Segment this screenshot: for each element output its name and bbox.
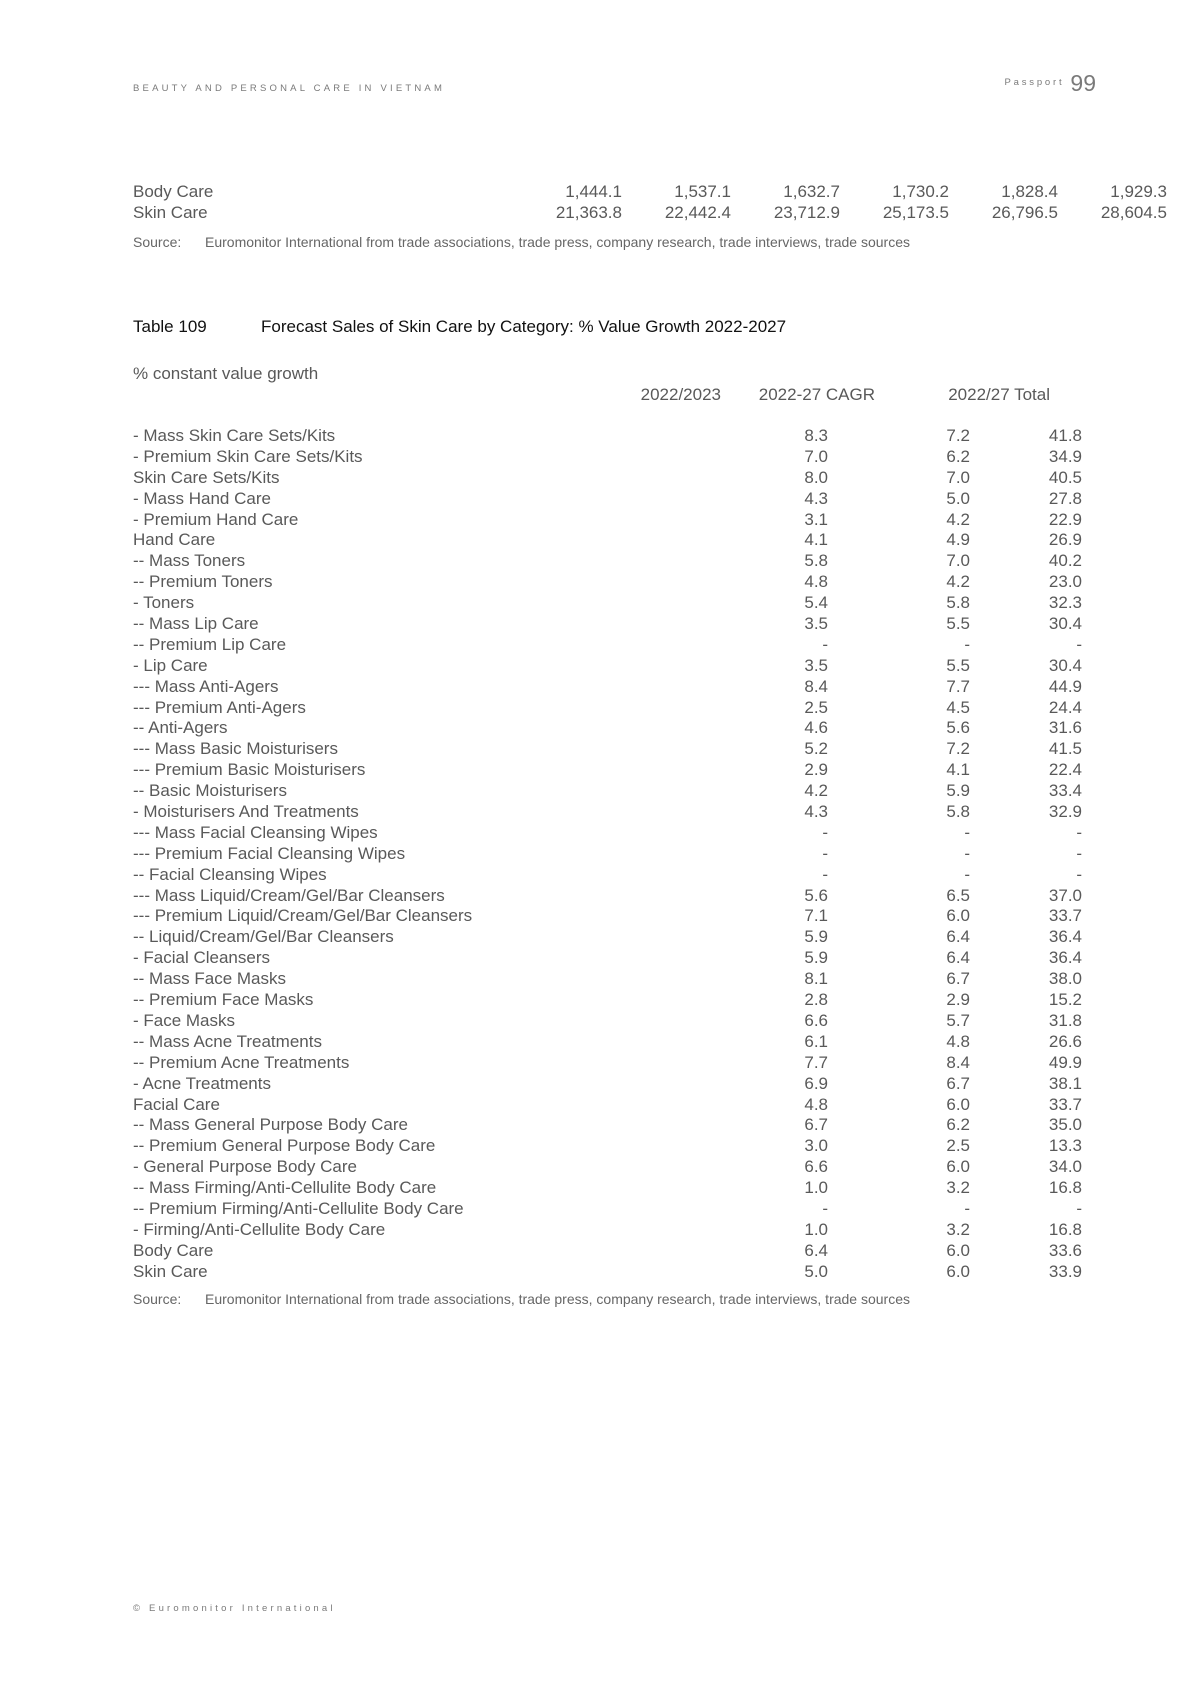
row-value: 1,929.3: [1110, 182, 1167, 201]
table-row: [133, 739, 1082, 760]
row-value: -: [964, 843, 970, 863]
row-value: 1.0: [804, 1219, 828, 1239]
row-value: 32.3: [1048, 593, 1082, 613]
row-value: 23.0: [1048, 572, 1082, 592]
row-value: -: [822, 864, 828, 884]
growth-table: [133, 426, 1082, 1283]
row-value: 3.2: [946, 1219, 970, 1239]
row-value: -: [964, 634, 970, 654]
table-row: [133, 969, 1082, 990]
row-value: 6.6: [804, 1010, 828, 1030]
row-value: 22,442.4: [664, 203, 731, 222]
row-value: 4.6: [804, 718, 828, 738]
row-value: 33.6: [1048, 1240, 1082, 1260]
row-value: -: [1076, 634, 1082, 654]
row-label: -- Premium Toners: [133, 572, 273, 592]
row-value: 23,712.9: [773, 203, 840, 222]
row-label: -- Basic Moisturisers: [133, 781, 287, 801]
row-value: 3.0: [804, 1136, 828, 1156]
table-row: [133, 593, 1082, 614]
footer-copyright: © Euromonitor International: [133, 1603, 336, 1614]
row-value: 6.1: [804, 1031, 828, 1051]
row-value: 6.0: [946, 1157, 970, 1177]
row-value: 8.3: [804, 426, 828, 445]
row-value: -: [822, 1198, 828, 1218]
row-value: 5.6: [804, 885, 828, 905]
row-value: 4.1: [946, 760, 970, 780]
running-header: BEAUTY AND PERSONAL CARE IN VIETNAM: [133, 83, 446, 94]
row-value: 4.2: [804, 781, 828, 801]
table-row: [133, 1052, 1082, 1074]
row-value: 2.9: [804, 760, 828, 780]
row-value: 6.0: [946, 906, 970, 926]
row-value: 8.1: [804, 969, 828, 989]
row-value: 5.8: [804, 551, 828, 571]
row-value: 28,604.5: [1100, 203, 1167, 222]
row-value: 8.0: [804, 467, 828, 487]
row-label: -- Liquid/Cream/Gel/Bar Cleansers: [133, 927, 394, 947]
table-row: [133, 572, 1082, 593]
source-label: Source:: [133, 1291, 182, 1307]
row-value: -: [1076, 864, 1082, 884]
table-row: [133, 927, 1082, 948]
table-row: [133, 1094, 1082, 1116]
row-value: 6.5: [946, 885, 970, 905]
row-value: 36.4: [1048, 948, 1082, 968]
row-value: 5.5: [946, 655, 970, 675]
table-row: [133, 467, 1082, 489]
row-label: -- Mass Face Masks: [133, 969, 287, 989]
row-value: 6.7: [946, 969, 970, 989]
row-value: 36.4: [1048, 927, 1082, 947]
row-value: 2.5: [946, 1136, 970, 1156]
row-value: 32.9: [1048, 802, 1082, 822]
row-label: -- Mass Toners: [133, 551, 246, 571]
row-value: 5.0: [946, 488, 970, 508]
table-row: [133, 1157, 1082, 1178]
row-value: 4.8: [946, 1031, 970, 1051]
table-row: [133, 202, 1167, 223]
row-value: 3.2: [946, 1178, 970, 1198]
row-value: 8.4: [946, 1052, 970, 1072]
table-row: [133, 1136, 1082, 1157]
row-value: 7.0: [946, 467, 970, 487]
row-value: -: [964, 1198, 970, 1218]
table-row: [133, 634, 1082, 656]
row-value: 5.9: [804, 927, 828, 947]
row-label: -- Premium Face Masks: [133, 990, 314, 1010]
table-row: [133, 1031, 1082, 1053]
row-value: -: [822, 843, 828, 863]
row-value: 4.8: [804, 572, 828, 592]
row-value: 16.8: [1048, 1178, 1082, 1198]
row-value: 4.2: [946, 572, 970, 592]
row-label: -- Premium Acne Treatments: [133, 1052, 350, 1072]
table-row: [133, 614, 1082, 635]
row-value: 41.5: [1048, 739, 1082, 759]
page-marker: [1005, 70, 1096, 97]
row-value: 4.8: [804, 1094, 828, 1114]
row-label: - Facial Cleansers: [133, 948, 270, 968]
row-label: - General Purpose Body Care: [133, 1157, 357, 1177]
row-value: 4.3: [804, 488, 828, 508]
row-value: 26.6: [1048, 1031, 1082, 1051]
row-value: 1,444.1: [565, 182, 622, 201]
row-value: -: [964, 864, 970, 884]
row-value: 16.8: [1048, 1219, 1082, 1239]
row-value: -: [1076, 843, 1082, 863]
table-row: [133, 655, 1082, 677]
row-value: 49.9: [1048, 1052, 1082, 1072]
table-row: [133, 1261, 1082, 1283]
passport-label: Passport: [1004, 77, 1065, 88]
table-row: [133, 488, 1082, 510]
table-row: [133, 760, 1082, 781]
row-value: -: [1076, 1198, 1082, 1218]
row-value: 31.8: [1048, 1010, 1082, 1030]
row-label: - Lip Care: [133, 655, 208, 675]
row-label: --- Premium Liquid/Cream/Gel/Bar Cleansers: [133, 906, 473, 926]
page-number: 99: [1070, 70, 1096, 96]
row-value: 3.5: [804, 655, 828, 675]
source-text: Euromonitor International from trade associations, trade press, company research, trade interviews, trade sources: [205, 1291, 910, 1307]
row-value: 1.0: [804, 1178, 828, 1198]
row-value: 7.0: [804, 446, 828, 466]
row-label: - Mass Hand Care: [133, 488, 271, 508]
table-row: [133, 697, 1082, 719]
row-value: 33.4: [1048, 781, 1082, 801]
row-value: 31.6: [1048, 718, 1082, 738]
row-value: 3.1: [804, 509, 828, 529]
row-label: --- Mass Basic Moisturisers: [133, 739, 338, 759]
row-value: 24.4: [1048, 697, 1082, 717]
unit-label: % constant value growth: [133, 364, 319, 383]
table-row: [133, 802, 1082, 823]
table-row: [133, 1178, 1082, 1199]
row-value: 13.3: [1048, 1136, 1082, 1156]
table-row: [133, 843, 1082, 865]
row-value: 1,730.2: [892, 182, 949, 201]
row-value: 22.4: [1048, 760, 1082, 780]
table-title: [133, 317, 786, 337]
row-value: 22.9: [1048, 509, 1082, 529]
row-value: 2.8: [804, 990, 828, 1010]
row-label: Body Care: [133, 1240, 214, 1260]
row-value: -: [822, 634, 828, 654]
row-value: 6.4: [804, 1240, 828, 1260]
source-label: Source:: [133, 234, 182, 250]
row-value: 1,828.4: [1001, 182, 1058, 201]
row-value: 5.0: [804, 1261, 828, 1281]
row-value: 5.8: [946, 802, 970, 822]
row-label: -- Mass Firming/Anti-Cellulite Body Care: [133, 1178, 437, 1198]
row-value: 6.9: [804, 1073, 828, 1093]
row-value: 26,796.5: [991, 203, 1058, 222]
row-value: 2.5: [804, 697, 828, 717]
row-label: -- Premium Firming/Anti-Cellulite Body Care: [133, 1198, 464, 1218]
row-value: 6.4: [946, 927, 970, 947]
row-label: -- Facial Cleansing Wipes: [133, 864, 327, 884]
table-row: [133, 864, 1082, 886]
row-value: 5.9: [804, 948, 828, 968]
row-value: 37.0: [1048, 885, 1082, 905]
row-label: -- Anti-Agers: [133, 718, 228, 738]
row-value: -: [964, 822, 970, 842]
row-label: Hand Care: [133, 530, 216, 550]
row-value: 6.0: [946, 1240, 970, 1260]
table-row: [133, 885, 1082, 907]
table-row: [133, 1073, 1082, 1095]
table-row: [133, 822, 1082, 844]
row-value: 41.8: [1048, 426, 1082, 445]
table-row: [133, 1198, 1082, 1220]
row-value: 33.7: [1048, 906, 1082, 926]
row-value: 26.9: [1048, 530, 1082, 550]
table-row: [133, 551, 1082, 572]
row-label: - Premium Hand Care: [133, 509, 299, 529]
row-value: 6.7: [946, 1073, 970, 1093]
table-caption: Forecast Sales of Skin Care by Category: % Value Growth 2022-2027: [261, 317, 787, 336]
table-row: [133, 1240, 1082, 1262]
row-label: - Acne Treatments: [133, 1073, 271, 1093]
row-value: 30.4: [1048, 655, 1082, 675]
table-row: [133, 1219, 1082, 1241]
row-label: -- Premium General Purpose Body Care: [133, 1136, 436, 1156]
source-text: Euromonitor International from trade associations, trade press, company research, trade interviews, trade sources: [205, 234, 910, 250]
row-label: -- Mass Acne Treatments: [133, 1031, 322, 1051]
row-label: - Mass Skin Care Sets/Kits: [133, 426, 336, 445]
row-label: -- Mass Lip Care: [133, 614, 259, 634]
row-label: --- Premium Basic Moisturisers: [133, 760, 366, 780]
row-value: 7.2: [946, 739, 970, 759]
row-value: 6.0: [946, 1261, 970, 1281]
row-value: 15.2: [1048, 990, 1082, 1010]
row-value: 8.4: [804, 676, 828, 696]
row-label: -- Premium Lip Care: [133, 634, 287, 654]
table-row: [133, 906, 1082, 927]
row-value: 5.4: [804, 593, 828, 613]
row-value: 4.2: [946, 509, 970, 529]
row-label: --- Mass Facial Cleansing Wipes: [133, 822, 378, 842]
row-value: 1,537.1: [674, 182, 731, 201]
column-header: 2022/27 Total: [948, 385, 1050, 404]
table-row: [133, 509, 1082, 531]
row-value: 34.0: [1048, 1157, 1082, 1177]
row-value: 27.8: [1048, 488, 1082, 508]
row-label: Skin Care: [133, 203, 208, 222]
row-value: 33.7: [1048, 1094, 1082, 1114]
column-header: 2022-27 CAGR: [758, 385, 875, 404]
row-value: 4.3: [804, 802, 828, 822]
row-value: 35.0: [1048, 1115, 1082, 1135]
column-headers: [133, 385, 1063, 409]
row-value: 1,632.7: [783, 182, 840, 201]
row-value: 4.1: [804, 530, 828, 550]
row-value: 25,173.5: [882, 203, 949, 222]
row-value: 5.8: [946, 593, 970, 613]
row-label: Facial Care: [133, 1094, 220, 1114]
row-value: 5.7: [946, 1010, 970, 1030]
table-row: [133, 781, 1082, 802]
row-value: 6.6: [804, 1157, 828, 1177]
row-value: 38.1: [1048, 1073, 1082, 1093]
row-value: 6.7: [804, 1115, 828, 1135]
table-row: [133, 181, 1167, 202]
row-value: 38.0: [1048, 969, 1082, 989]
row-value: 2.9: [946, 990, 970, 1010]
table-row: [133, 948, 1082, 969]
row-value: -: [822, 822, 828, 842]
row-value: 44.9: [1048, 676, 1082, 696]
row-label: - Premium Skin Care Sets/Kits: [133, 446, 363, 466]
row-value: 6.4: [946, 948, 970, 968]
column-header: 2022/2023: [640, 385, 721, 404]
row-value: 7.0: [946, 551, 970, 571]
row-label: - Face Masks: [133, 1010, 236, 1030]
row-value: 5.6: [946, 718, 970, 738]
row-value: 6.2: [946, 1115, 970, 1135]
row-label: --- Premium Facial Cleansing Wipes: [133, 843, 406, 863]
row-value: 33.9: [1048, 1261, 1082, 1281]
row-label: -- Mass General Purpose Body Care: [133, 1115, 408, 1135]
row-label: Skin Care: [133, 1261, 208, 1281]
row-value: 7.7: [804, 1052, 828, 1072]
continued-table: [133, 181, 1167, 223]
row-value: 7.7: [946, 676, 970, 696]
row-value: 5.5: [946, 614, 970, 634]
table-row: [133, 990, 1082, 1011]
row-value: 34.9: [1048, 446, 1082, 466]
row-value: 3.5: [804, 614, 828, 634]
row-value: 4.9: [946, 530, 970, 550]
row-label: - Firming/Anti-Cellulite Body Care: [133, 1219, 386, 1239]
row-label: Body Care: [133, 182, 214, 201]
row-value: 40.5: [1048, 467, 1082, 487]
table-row: [133, 446, 1082, 468]
row-label: --- Mass Anti-Agers: [133, 676, 279, 696]
row-value: 6.2: [946, 446, 970, 466]
row-label: --- Mass Liquid/Cream/Gel/Bar Cleansers: [133, 885, 445, 905]
row-value: 4.5: [946, 697, 970, 717]
row-value: 7.1: [804, 906, 828, 926]
row-label: Skin Care Sets/Kits: [133, 467, 280, 487]
row-value: 30.4: [1048, 614, 1082, 634]
table-row: [133, 1010, 1082, 1032]
row-label: --- Premium Anti-Agers: [133, 697, 306, 717]
row-value: 7.2: [946, 426, 970, 445]
row-value: 21,363.8: [555, 203, 622, 222]
row-label: - Moisturisers And Treatments: [133, 802, 359, 822]
table-row: [133, 676, 1082, 698]
table-row: [133, 1115, 1082, 1136]
row-value: 5.2: [804, 739, 828, 759]
row-value: 6.0: [946, 1094, 970, 1114]
row-value: 40.2: [1048, 551, 1082, 571]
table-row: [133, 530, 1082, 551]
table-row: [133, 426, 1082, 447]
row-label: - Toners: [133, 593, 195, 613]
table-number: Table 109: [133, 317, 207, 336]
row-value: 5.9: [946, 781, 970, 801]
table-row: [133, 718, 1082, 739]
row-value: -: [1076, 822, 1082, 842]
